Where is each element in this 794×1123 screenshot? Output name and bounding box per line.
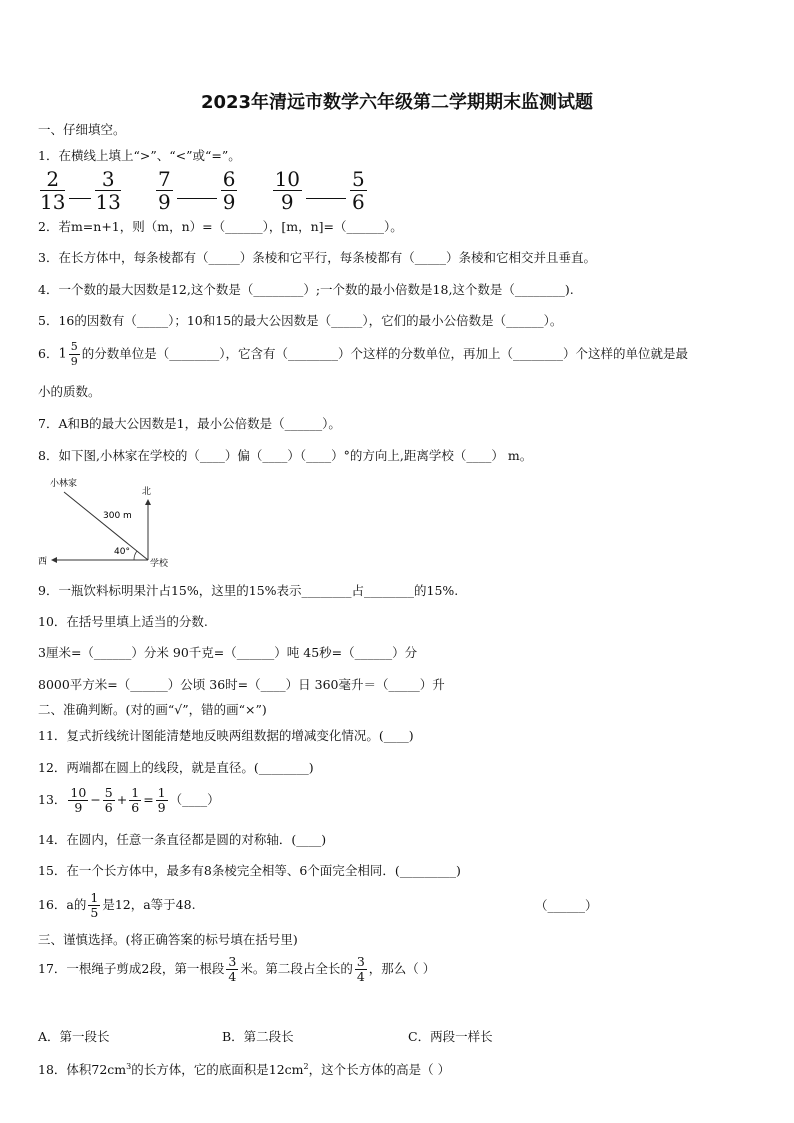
question-2: 2．若m=n+1，则（m，n）=（______），[m，n]=（______）。 [38, 219, 403, 234]
question-1: 1．在横线上填上“>”、“<”或“=”。 [38, 148, 241, 163]
west-label: 西 [38, 557, 48, 567]
section-2-heading: 二、准确判断。(对的画“√”，错的画“×”) [38, 702, 267, 717]
question-16-answer-blank: （______） [535, 898, 598, 913]
question-10-row-2: 8000平方米=（______）公顷 36时=（____）日 360毫升＝（_____）升 [38, 677, 445, 692]
distance-label: 300 m [103, 511, 132, 521]
question-12: 12．两端都在圆上的线段，就是直径。(________) [38, 760, 314, 775]
question-11: 11．复式折线统计图能清楚地反映两组数据的增减变化情况。(____) [38, 728, 414, 743]
q1-pair-2: $\frac{7}{9}$ $\frac{6}{9}$ [158, 167, 236, 214]
north-label: 北 [142, 487, 152, 497]
q1-pair-1: $\frac{2}{13}$ $\frac{3}{13}$ [40, 167, 121, 214]
question-7: 7．A和B的最大公因数是1，最小公倍数是（______）。 [38, 416, 341, 431]
section-1-heading: 一、仔细填空。 [38, 122, 126, 137]
question-9: 9．一瓶饮料标明果汁占15%，这里的15%表示________占________的15%. [38, 583, 459, 598]
question-10: 10．在括号里填上适当的分数. [38, 614, 208, 629]
question-17: 17．一根绳子剪成2段，第一根段 $\frac{3}{4}$ 米。第二段占全长的 $\frac{3}{4}$ ，那么（ ） [38, 954, 436, 984]
question-8: 8．如下图,小林家在学校的（____）偏（____）（____）°的方向上,距离学校（____） m。 [38, 448, 533, 463]
school-label: 学校 [150, 559, 169, 569]
question-15: 15．在一个长方体中，最多有8条棱完全相等、6个面完全相同．(_________) [38, 863, 461, 878]
question-13: 13． $\frac{10}{9}$ − $\frac{5}{6}$ + $\frac{1}{6}$ = $\frac{1}{9}$ （____） [38, 785, 220, 815]
section-3-heading: 三、谨慎选择。(将正确答案的标号填在括号里) [38, 932, 298, 947]
angle-label: 40° [114, 547, 130, 557]
home-label: 小林家 [50, 479, 78, 489]
question-18: 18．体积$72cm^3$的长方体，它的底面积是$12cm^2$，这个长方体的高是（ ） [38, 1062, 451, 1078]
page-title: 2023年清远市数学六年级第二学期期末监测试题 [200, 92, 594, 113]
q17-option-a: A．第一段长 [38, 1029, 110, 1044]
question-6-line-2: 小的质数。 [38, 384, 101, 399]
question-4: 4．一个数的最大因数是12,这个数是（________）;一个数的最小倍数是18,这个数是（________). [38, 282, 574, 297]
question-16: 16．a的 $\frac{1}{5}$ 是12，a等于48. [38, 890, 196, 920]
question-10-row-1: 3厘米=（______）分米 90千克=（______）吨 45秒=（______）分 [38, 645, 418, 660]
question-14: 14．在圆内，任意一条直径都是圆的对称轴．(____) [38, 832, 327, 847]
question-6: 6．1 $\frac{5}{9}$ 的分数单位是（________），它含有（________）个这样的分数单位，再加上（________）个这样的单位就是最 [38, 340, 688, 368]
q17-option-c: C．两段一样长 [408, 1029, 493, 1044]
question-3: 3．在长方体中，每条棱都有（_____）条棱和它平行，每条棱都有（_____）条棱和它相交并且垂直。 [38, 250, 596, 265]
direction-diagram [36, 474, 186, 574]
q1-pair-3: $\frac{10}{9}$ $\frac{5}{6}$ [274, 167, 365, 214]
q17-option-b: B．第二段长 [222, 1029, 294, 1044]
question-5: 5．16的因数有（_____）；10和15的最大公因数是（_____），它们的最小公倍数是（______）。 [38, 313, 563, 328]
home-school-line [64, 492, 148, 560]
angle-arc [134, 551, 137, 560]
q1-fraction-comparisons [38, 168, 395, 212]
